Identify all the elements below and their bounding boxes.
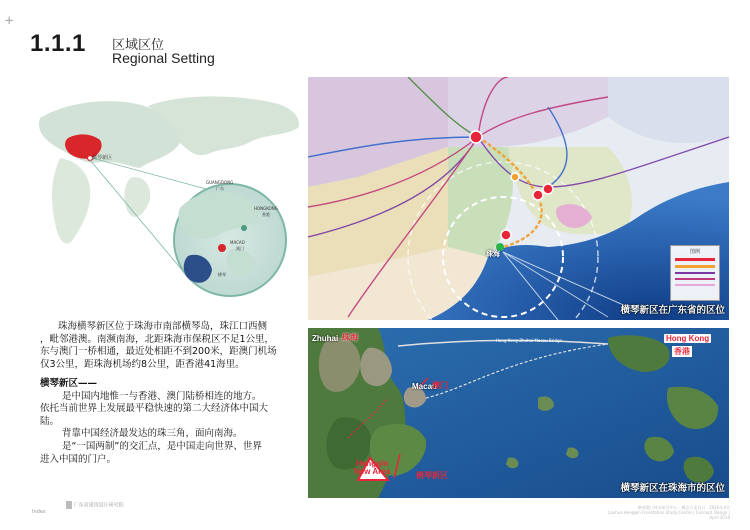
footer-logo: [66, 501, 124, 509]
hongkong-label-cn: 香港: [674, 347, 690, 356]
hengqin-label-en-line2: New Area: [354, 467, 391, 476]
intro-line: 东与澳门一桥相通，最近处相距不到200米，距澳门机场: [40, 346, 277, 358]
legend-swatch-city: [675, 258, 715, 261]
intro-line: 仅3公里，距珠海机场约8公里，距香港41海里。: [40, 358, 245, 370]
intro-line: 珠海横琴新区位于珠海市南部横琴岛，珠江口西侧: [58, 321, 268, 332]
section2-line: 进入中国的门户。: [40, 453, 117, 465]
intro-paragraph: [40, 321, 302, 371]
hengqin-label-cn: 横琴新区: [416, 471, 448, 480]
legend-swatch-road: [675, 272, 715, 274]
inset-label-guangdong: GUANGDONG: [206, 180, 234, 185]
footer-project-en: Lanhua Hengqin Forestation Study Centre | Concept Design | April 2016: [608, 510, 730, 520]
world-map-marker-label: 横琴新区: [92, 155, 113, 161]
section2-line: 依托当前世界上发展最平稳快速的第二大经济体中国大: [40, 403, 269, 415]
section2-line: 陆。: [40, 415, 60, 427]
hengqin-label-en: [354, 460, 390, 476]
footer-logo-icon: [66, 501, 72, 509]
page-title-cn: 区域区位: [112, 38, 165, 53]
footer-index: Index: [32, 509, 46, 515]
bridge-label: Hong Kong-Zhuhai-Macau Bridge: [496, 338, 562, 343]
hongkong-label-en-text: Hong Kong: [666, 334, 710, 343]
crop-mark-icon: +: [5, 13, 14, 29]
legend-swatch-port: [675, 265, 715, 268]
zhuhai-map: [308, 328, 729, 498]
page-title-en: Regional Setting: [112, 50, 215, 66]
legend-swatch-zone: [675, 284, 715, 286]
footer-project-cn: 横琴澳门林业研究中心 · 概念方案设计 · 2016年4月: [637, 505, 730, 510]
footer-logo-text: 广东省建筑设计研究院: [73, 502, 124, 509]
inset-label-hengqin: 横琴: [218, 272, 226, 277]
inset-label-hongkong: HONGKONG: [254, 206, 278, 211]
hongkong-label-en: [664, 334, 711, 343]
guangdong-map-caption: 横琴新区在广东省的区位: [620, 305, 725, 316]
world-map: [30, 88, 305, 298]
hengqin-label-en-line1: Hengqin: [356, 459, 389, 468]
macau-label-en: Macau: [412, 382, 437, 391]
zhuhai-label-en: Zhuhai: [312, 334, 339, 343]
guangdong-map: [308, 77, 729, 320]
map-legend: [670, 245, 720, 301]
inset-label-hongkong-cn: 香港: [262, 212, 270, 217]
inset-label-guangdong-cn: 广东: [216, 186, 224, 191]
footer-project-info: [600, 505, 730, 520]
zhuhai-label-cn: 珠海: [342, 333, 358, 342]
zhuhai-map-caption: 横琴新区在珠海市的区位: [620, 483, 725, 494]
legend-swatch-rail: [675, 278, 715, 280]
section2-line: 背靠中国经济最发达的珠三角，面向南海。: [62, 428, 243, 440]
inset-label-macao: MACAO: [230, 240, 245, 245]
section2: [40, 378, 302, 466]
section2-heading: 横琴新区——: [40, 378, 98, 389]
intro-line: ，毗邻港澳。南濒南海，北距珠海市保税区不足1公里，: [40, 333, 275, 345]
zhuhai-marker-label: 珠海: [486, 251, 500, 258]
legend-title: 图例: [689, 249, 700, 255]
macau-label-cn: 澳门: [432, 381, 448, 390]
section2-line: 是“一国两制”的交汇点，是中国走向世界、世界: [62, 440, 262, 452]
section2-line: 是中国内地惟一与香港、澳门陆桥相连的地方。: [62, 390, 262, 402]
inset-label-macao-cn: 澳门: [236, 246, 244, 251]
section-number: 1.1.1: [30, 30, 86, 57]
